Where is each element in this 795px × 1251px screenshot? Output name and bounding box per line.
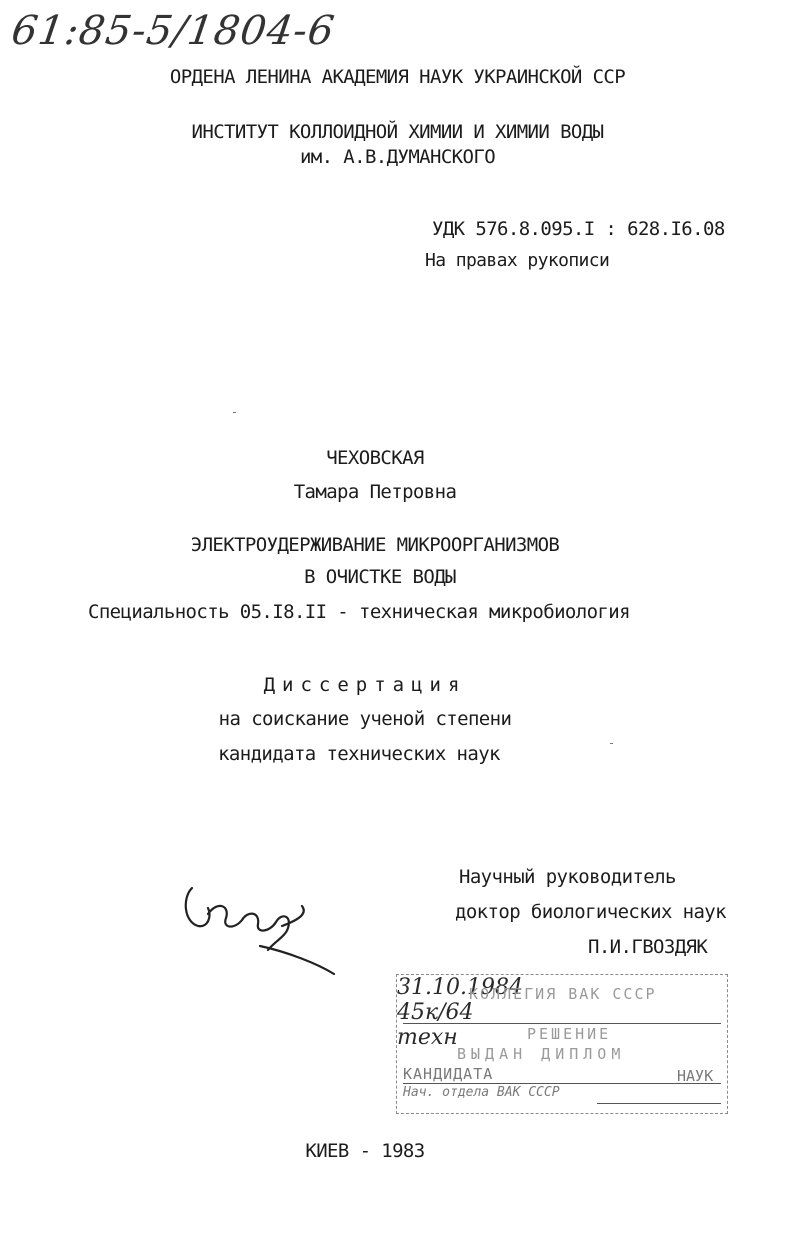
stamp-field-handwritten: техн xyxy=(397,1025,458,1050)
manuscript-rights: На правах рукописи xyxy=(425,250,610,271)
stamp-date: 31.10.1984 xyxy=(397,975,523,1000)
stamp-diploma: ВЫДАН ДИПЛОМ xyxy=(457,1045,626,1063)
stamp-degree-kand: КАНДИДАТА xyxy=(403,1065,494,1083)
institute-name: ИНСТИТУТ КОЛЛОИДНОЙ ХИМИИ И ХИМИИ ВОДЫ xyxy=(191,121,604,143)
author-surname: ЧЕХОВСКАЯ xyxy=(326,447,424,469)
supervisor-degree: доктор биологических наук xyxy=(455,901,726,923)
stamp-degree-nauk: НАУК xyxy=(677,1067,714,1085)
stamp-decision: РЕШЕНИЕ xyxy=(527,1025,612,1043)
supervisor-name: П.И.ГВОЗДЯК xyxy=(588,936,708,958)
stamp-date-line xyxy=(403,1023,721,1024)
archive-number-handwritten: 61:85-5/1804-6 xyxy=(8,8,338,54)
speck xyxy=(610,743,613,744)
dissertation-title-line2: В ОЧИСТКЕ ВОДЫ xyxy=(304,566,456,588)
author-signature xyxy=(178,870,338,980)
degree-purpose: на соискание ученой степени xyxy=(218,708,512,730)
organization-name: ОРДЕНА ЛЕНИНА АКАДЕМИЯ НАУК УКРАИНСКОЙ ССР xyxy=(169,66,626,88)
udk-code: УДК 576.8.095.I : 628.I6.08 xyxy=(432,218,725,240)
supervisor-role: Научный руководитель xyxy=(459,866,676,888)
dissertation-title-line1: ЭЛЕКТРОУДЕРЖИВАНИЕ МИКРООРГАНИЗМОВ xyxy=(190,534,560,556)
dissertation-label: Диссертация xyxy=(263,674,467,696)
stamp-field-line xyxy=(403,1083,721,1084)
author-given-names: Тамара Петровна xyxy=(293,481,457,503)
specialty: Специальность 05.I8.II - техническая микробиология xyxy=(88,601,630,623)
institute-named-after: им. А.В.ДУМАНСКОГО xyxy=(299,146,496,168)
stamp-number: 45к/64 xyxy=(397,1000,474,1025)
vak-stamp xyxy=(396,974,728,1114)
stamp-commission: КОЛЛЕГИЯ ВАК СССР xyxy=(469,985,657,1003)
stamp-footer-line xyxy=(597,1103,721,1104)
city-year: КИЕВ - 1983 xyxy=(305,1140,425,1162)
degree-name: кандидата технических наук xyxy=(218,743,500,765)
speck xyxy=(233,412,236,413)
stamp-footer: Нач. отдела ВАК СССР xyxy=(403,1085,560,1100)
